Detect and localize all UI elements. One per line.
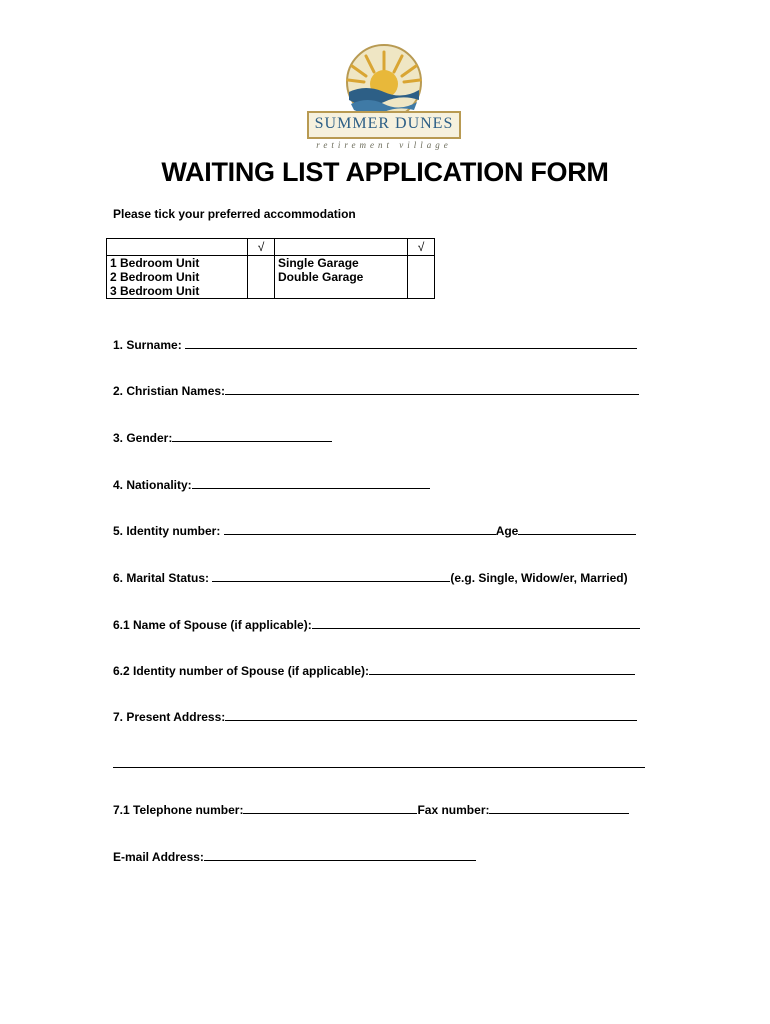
logo-tagline: retirement village	[316, 140, 452, 150]
garage-tick-box[interactable]	[408, 256, 435, 271]
surname-row	[113, 337, 637, 352]
table-header-row	[107, 239, 435, 256]
present-address-label: 7. Present Address:	[113, 710, 226, 724]
page-title: WAITING LIST APPLICATION FORM	[161, 157, 609, 187]
spouse-id-label: 6.2 Identity number of Spouse (if applicable):	[113, 664, 370, 678]
nationality-label: 4. Nationality:	[113, 478, 192, 492]
age-label: Age	[495, 524, 519, 538]
christian-names-field[interactable]	[225, 383, 639, 395]
table-row	[107, 256, 435, 271]
garage-label: Double Garage	[275, 270, 408, 284]
telephone-label: 7.1 Telephone number:	[113, 803, 244, 817]
telephone-field[interactable]	[243, 802, 417, 814]
gender-row	[113, 430, 332, 445]
table-row	[107, 270, 435, 284]
unit-label: 3 Bedroom Unit	[107, 284, 248, 299]
spouse-name-label: 6.1 Name of Spouse (if applicable):	[113, 618, 312, 632]
marital-status-field[interactable]	[212, 570, 450, 582]
unit-tick-box[interactable]	[248, 284, 275, 299]
surname-label: 1. Surname:	[113, 338, 182, 352]
present-address-row	[113, 709, 637, 724]
unit-label: 1 Bedroom Unit	[107, 256, 248, 271]
fax-field[interactable]	[489, 802, 629, 814]
present-address-line2-row	[113, 756, 645, 771]
nationality-row	[113, 477, 430, 492]
header-empty-cell	[275, 239, 408, 256]
spouse-id-row	[113, 663, 635, 678]
present-address-field[interactable]	[225, 709, 637, 721]
fax-label: Fax number:	[417, 803, 490, 817]
spouse-name-row	[113, 617, 640, 632]
gender-label: 3. Gender:	[113, 431, 173, 445]
surname-field[interactable]	[185, 337, 637, 349]
identity-number-label: 5. Identity number:	[113, 524, 221, 538]
accommodation-instruction: Please tick your preferred accommodation	[113, 207, 356, 221]
present-address-line2-field[interactable]	[113, 756, 645, 768]
age-field[interactable]	[518, 523, 636, 535]
garage-tick-box[interactable]	[408, 284, 435, 299]
marital-status-label: 6. Marital Status:	[113, 571, 210, 585]
unit-label: 2 Bedroom Unit	[107, 270, 248, 284]
garage-label: Single Garage	[275, 256, 408, 271]
identity-number-field[interactable]	[224, 523, 496, 535]
unit-tick-box[interactable]	[248, 270, 275, 284]
telephone-row	[113, 802, 629, 817]
identity-number-row	[113, 523, 636, 538]
logo-name: SUMMER DUNES	[314, 115, 454, 132]
email-row	[113, 849, 476, 864]
christian-names-row	[113, 383, 639, 398]
nationality-field[interactable]	[192, 477, 430, 489]
christian-names-label: 2. Christian Names:	[113, 384, 226, 398]
marital-status-row	[113, 570, 628, 585]
header-empty-cell	[107, 239, 248, 256]
accommodation-table	[106, 238, 435, 299]
unit-tick-box[interactable]	[248, 256, 275, 271]
gender-field[interactable]	[172, 430, 332, 442]
spouse-id-field[interactable]	[369, 663, 635, 675]
garage-tick-box[interactable]	[408, 270, 435, 284]
marital-status-example: (e.g. Single, Widow/er, Married)	[450, 571, 628, 585]
summer-dunes-logo	[306, 44, 462, 156]
garage-label	[275, 284, 408, 299]
table-row	[107, 284, 435, 299]
spouse-name-field[interactable]	[312, 617, 640, 629]
garage-tick-header: √	[408, 239, 435, 256]
email-label: E-mail Address:	[113, 850, 204, 864]
email-field[interactable]	[204, 849, 476, 861]
unit-tick-header: √	[248, 239, 275, 256]
